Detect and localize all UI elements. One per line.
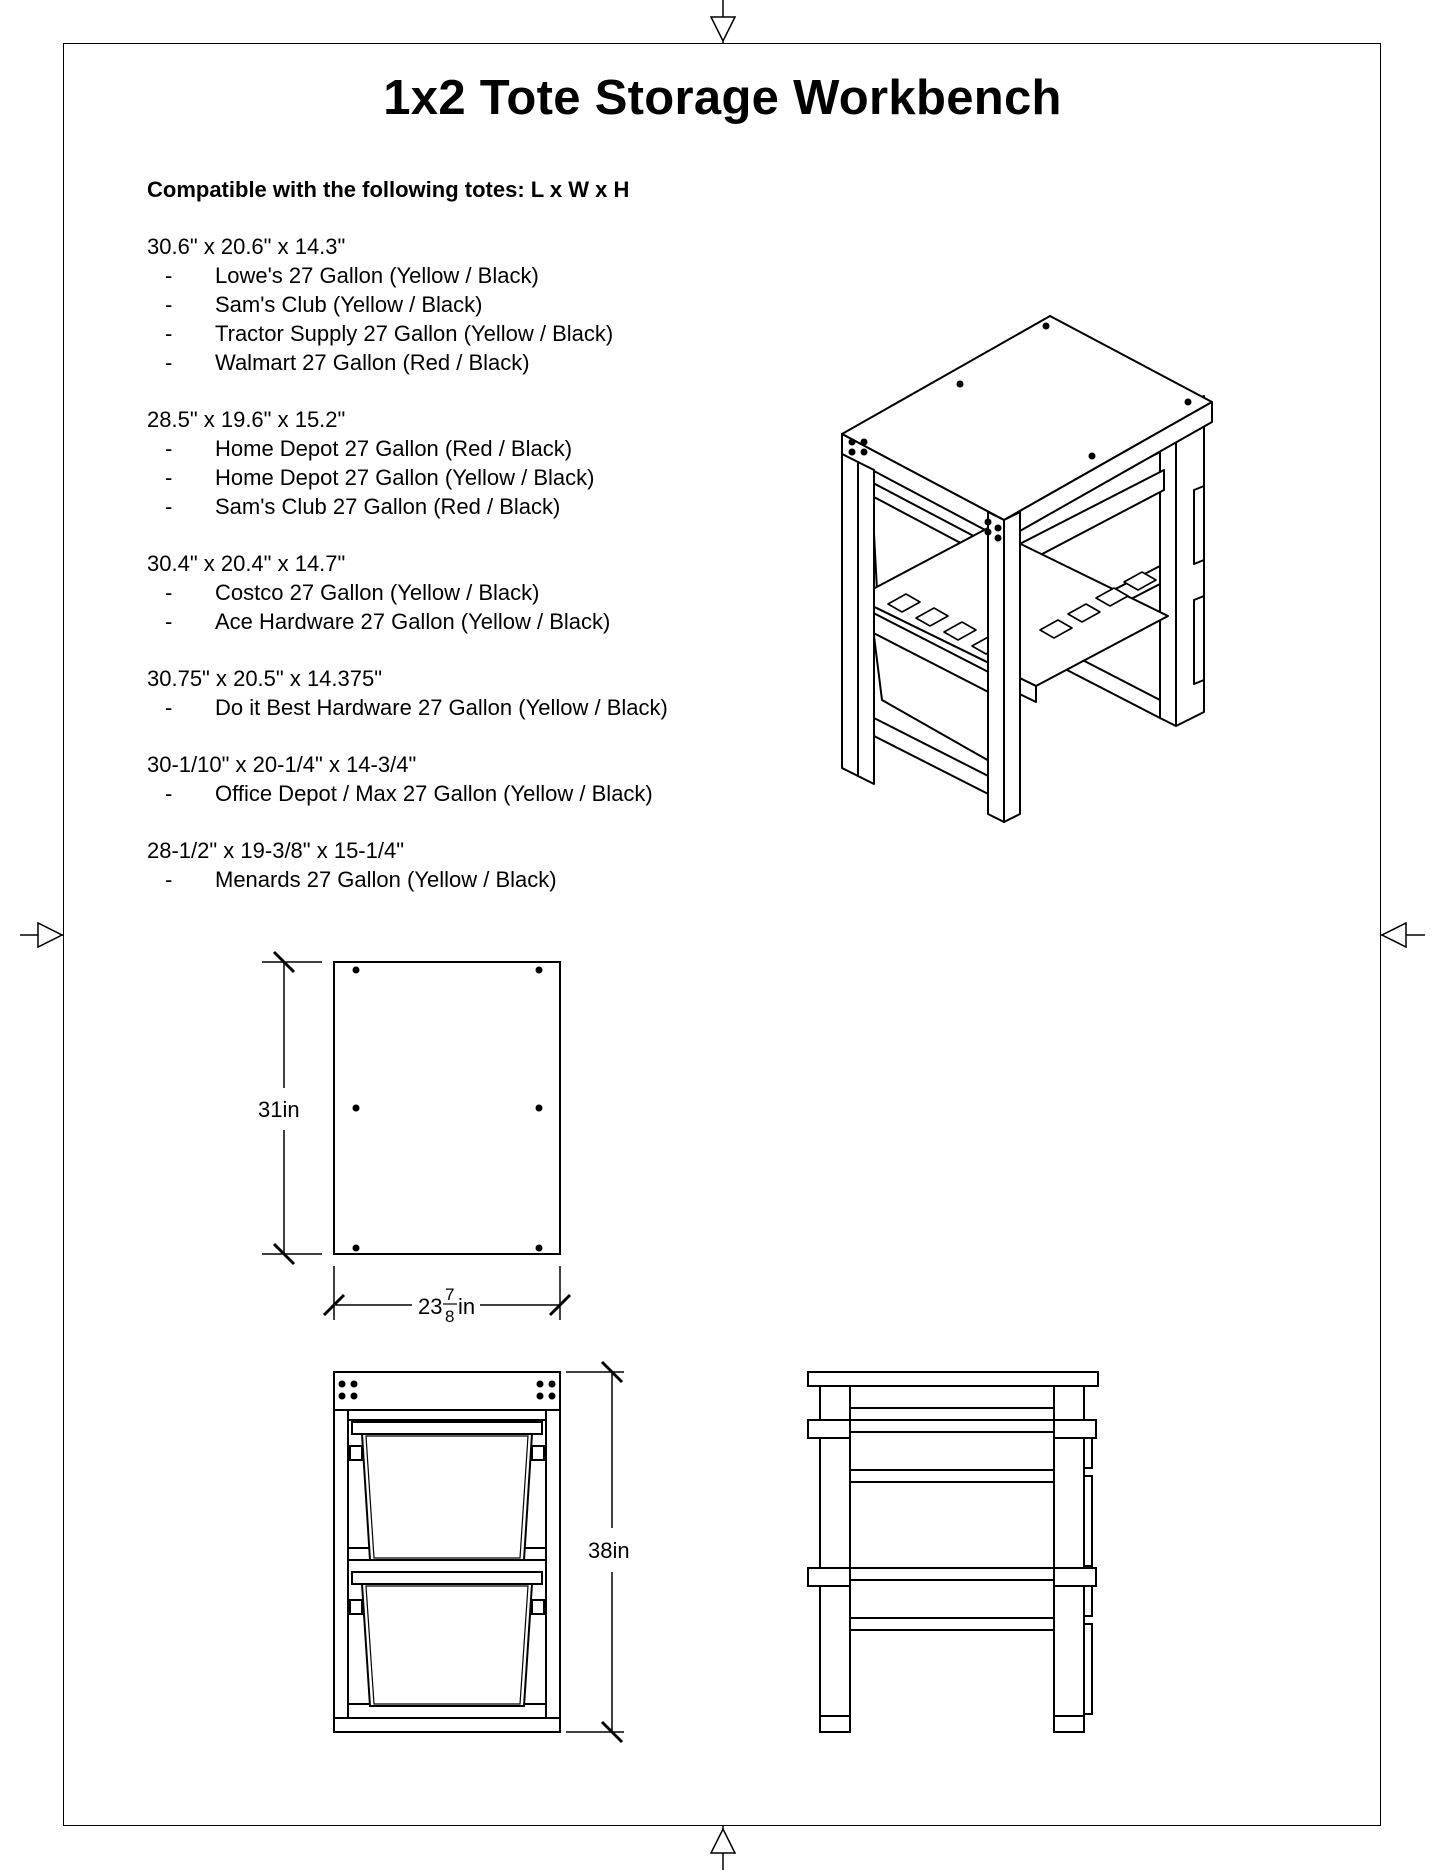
list-item: - Home Depot 27 Gallon (Yellow / Black): [165, 465, 595, 490]
tote-dimensions: 30.75" x 20.5" x 14.375": [147, 666, 383, 691]
bullet: -: [165, 609, 173, 634]
bullet: -: [165, 465, 173, 490]
list-item: - Sam's Club 27 Gallon (Red / Black): [165, 494, 561, 519]
width-numerator: 7: [445, 1285, 455, 1304]
bullet: -: [165, 494, 173, 519]
compatible-heading: Compatible with the following totes: L x W x H: [147, 177, 630, 202]
top-view: [334, 962, 560, 1254]
side-view: [808, 1372, 1098, 1732]
alignment-marker-right: [1381, 923, 1425, 947]
bullet: -: [165, 321, 173, 346]
dimension-label-height: 38in: [588, 1538, 630, 1563]
bullet: -: [165, 580, 173, 605]
bullet: -: [165, 436, 173, 461]
list-item: - Do it Best Hardware 27 Gallon (Yellow / Black): [165, 695, 668, 720]
tote-dimensions: 28.5" x 19.6" x 15.2": [147, 407, 346, 432]
tote-dimensions: 30.6" x 20.6" x 14.3": [147, 234, 346, 259]
list-item: - Tractor Supply 27 Gallon (Yellow / Black): [165, 321, 614, 346]
alignment-marker-left: [20, 923, 63, 947]
front-view: [334, 1372, 560, 1732]
bullet: -: [165, 781, 173, 806]
width-unit: in: [458, 1294, 476, 1319]
list-item: - Costco 27 Gallon (Yellow / Black): [165, 580, 540, 605]
list-item: - Sam's Club (Yellow / Black): [165, 292, 483, 317]
list-item: - Ace Hardware 27 Gallon (Yellow / Black): [165, 609, 611, 634]
dimension-label-depth: 31in: [258, 1097, 300, 1122]
list-item: - Home Depot 27 Gallon (Red / Black): [165, 436, 573, 461]
dimension-label-width: [418, 1285, 475, 1326]
bullet: -: [165, 867, 173, 892]
list-item: - Office Depot / Max 27 Gallon (Yellow / Black): [165, 781, 653, 806]
bullet: -: [165, 350, 173, 375]
bullet: -: [165, 695, 173, 720]
page-title: 1x2 Tote Storage Workbench: [383, 71, 1062, 125]
list-item: - Menards 27 Gallon (Yellow / Black): [165, 867, 557, 892]
width-denominator: 8: [445, 1307, 455, 1326]
alignment-marker-bottom: [711, 1826, 735, 1870]
width-whole: 23: [418, 1294, 443, 1319]
isometric-view: [842, 316, 1212, 822]
list-item: - Walmart 27 Gallon (Red / Black): [165, 350, 530, 375]
bullet: -: [165, 292, 173, 317]
tote-dimensions: 28-1/2" x 19-3/8" x 15-1/4": [147, 838, 405, 863]
tote-dimensions: 30-1/10" x 20-1/4" x 14-3/4": [147, 752, 417, 777]
bullet: -: [165, 263, 173, 288]
alignment-marker-top: [711, 0, 735, 43]
tote-dimensions: 30.4" x 20.4" x 14.7": [147, 551, 346, 576]
list-item: - Lowe's 27 Gallon (Yellow / Black): [165, 263, 539, 288]
